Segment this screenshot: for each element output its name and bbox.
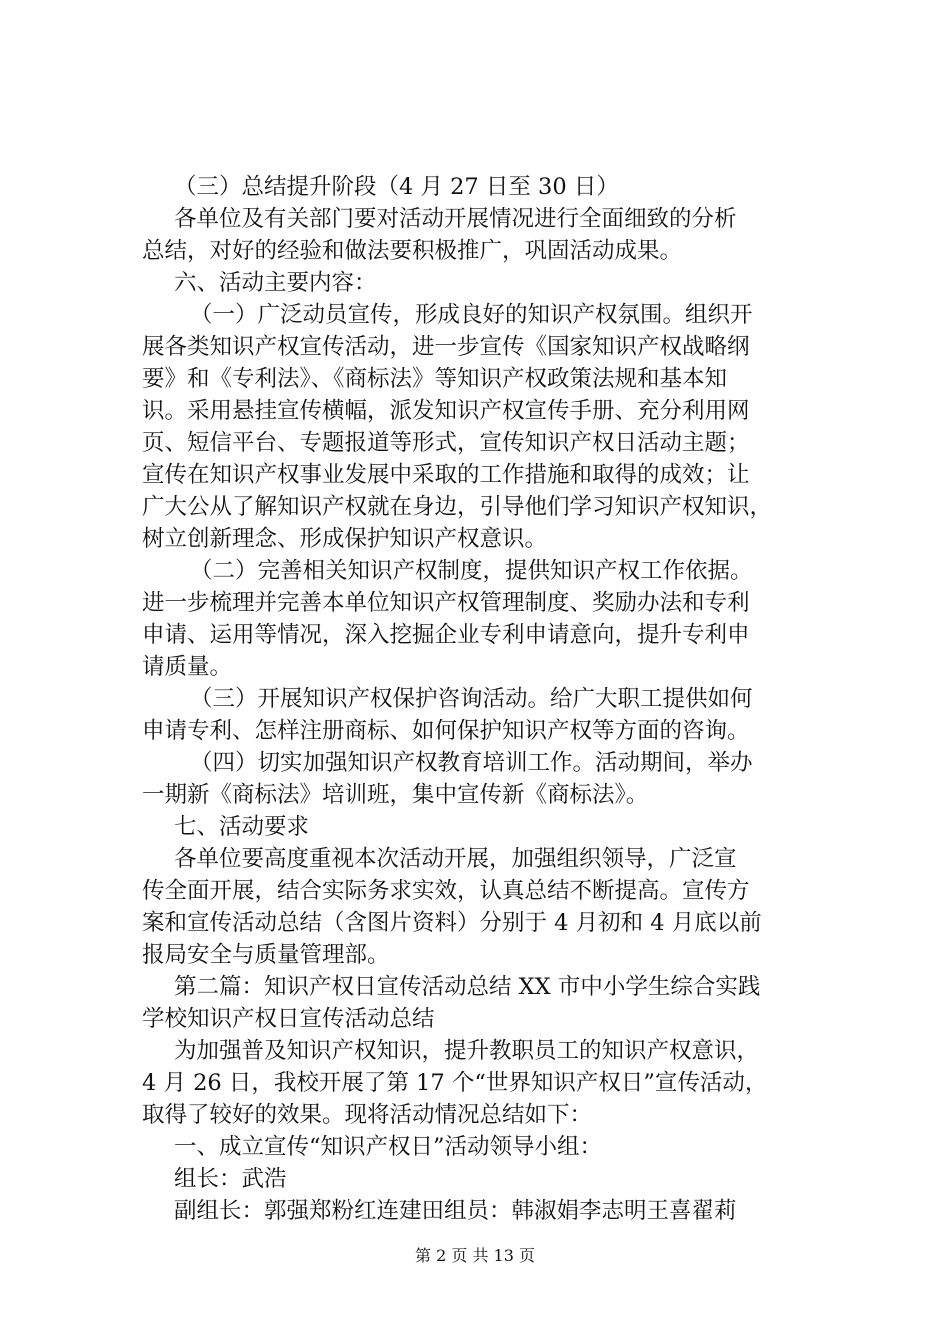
text-line: 报局安全与质量管理部。 (142, 942, 390, 968)
text-line: 各单位及有关部门要对活动开展情况进行全面细致的分析 (174, 206, 737, 232)
document-body (142, 171, 830, 1227)
text-line: 展各类知识产权宣传活动，进一步宣传《国家知识产权战略纲 (142, 334, 750, 360)
text-line: 申请专利、怎样注册商标、如何保护知识产权等方面的咨询。 (142, 718, 750, 744)
text-line: 请质量。 (142, 654, 233, 680)
page-footer: 第 2 页 共 13 页 (415, 1246, 535, 1265)
text-line: （四）切实加强知识产权教育培训工作。活动期间，举办 (190, 750, 753, 776)
text-line: 六、活动主要内容： (174, 270, 377, 296)
text-line: 一、成立宣传“知识产权日”活动领导小组： (174, 1134, 603, 1160)
text-line: 4 月 26 日，我校开展了第 17 个“世界知识产权日”宣传活动， (142, 1070, 768, 1096)
text-line: （三）开展知识产权保护咨询活动。给广大职工提供如何 (190, 686, 753, 712)
text-line: 要》和《专利法》、《商标法》等知识产权政策法规和基本知 (142, 366, 728, 392)
text-line: 总结，对好的经验和做法要积极推广，巩固活动成果。 (142, 238, 683, 264)
text-line: 副组长：郭强郑粉红连建田组员：韩淑娟李志明王喜翟莉 (174, 1198, 737, 1224)
text-line: 七、活动要求 (174, 814, 310, 840)
text-line: 第二篇：知识产权日宣传活动总结 XX 市中小学生综合实践 (174, 974, 761, 1000)
text-line: （一）广泛动员宣传，形成良好的知识产权氛围。组织开 (190, 302, 753, 328)
text-line: 树立创新理念、形成保护知识产权意识。 (142, 526, 548, 552)
text-line: 宣传在知识产权事业发展中采取的工作措施和取得的成效；让 (142, 462, 750, 488)
text-line: 页、短信平台、专题报道等形式，宣传知识产权日活动主题； (142, 430, 750, 456)
text-line: 各单位要高度重视本次活动开展，加强组织领导，广泛宣 (174, 846, 737, 872)
text-line: 取得了较好的效果。现将活动情况总结如下： (142, 1102, 593, 1128)
text-line: 广大公从了解知识产权就在身边，引导他们学习知识产权知识， (142, 494, 773, 520)
text-line: 一期新《商标法》培训班，集中宣传新《商标法》。 (142, 782, 649, 808)
text-line: 为加强普及知识产权知识，提升教职员工的知识产权意识， (174, 1038, 760, 1064)
text-line: （三）总结提升阶段（4 月 27 日至 30 日） (174, 174, 619, 200)
text-line: 组长：武浩 (174, 1166, 287, 1192)
text-line: 进一步梳理并完善本单位知识产权管理制度、奖励办法和专利 (142, 590, 750, 616)
text-line: 传全面开展，结合实际务求实效，认真总结不断提高。宣传方 (142, 878, 750, 904)
text-line: （二）完善相关知识产权制度，提供知识产权工作依据。 (190, 558, 753, 584)
text-line: 识。采用悬挂宣传横幅，派发知识产权宣传手册、充分利用网 (142, 398, 750, 424)
text-line: 申请、运用等情况，深入挖掘企业专利申请意向，提升专利申 (142, 622, 750, 648)
text-line: 学校知识产权日宣传活动总结 (142, 1006, 435, 1032)
text-line: 案和宣传活动总结（含图片资料）分别于 4 月初和 4 月底以前 (142, 910, 762, 936)
